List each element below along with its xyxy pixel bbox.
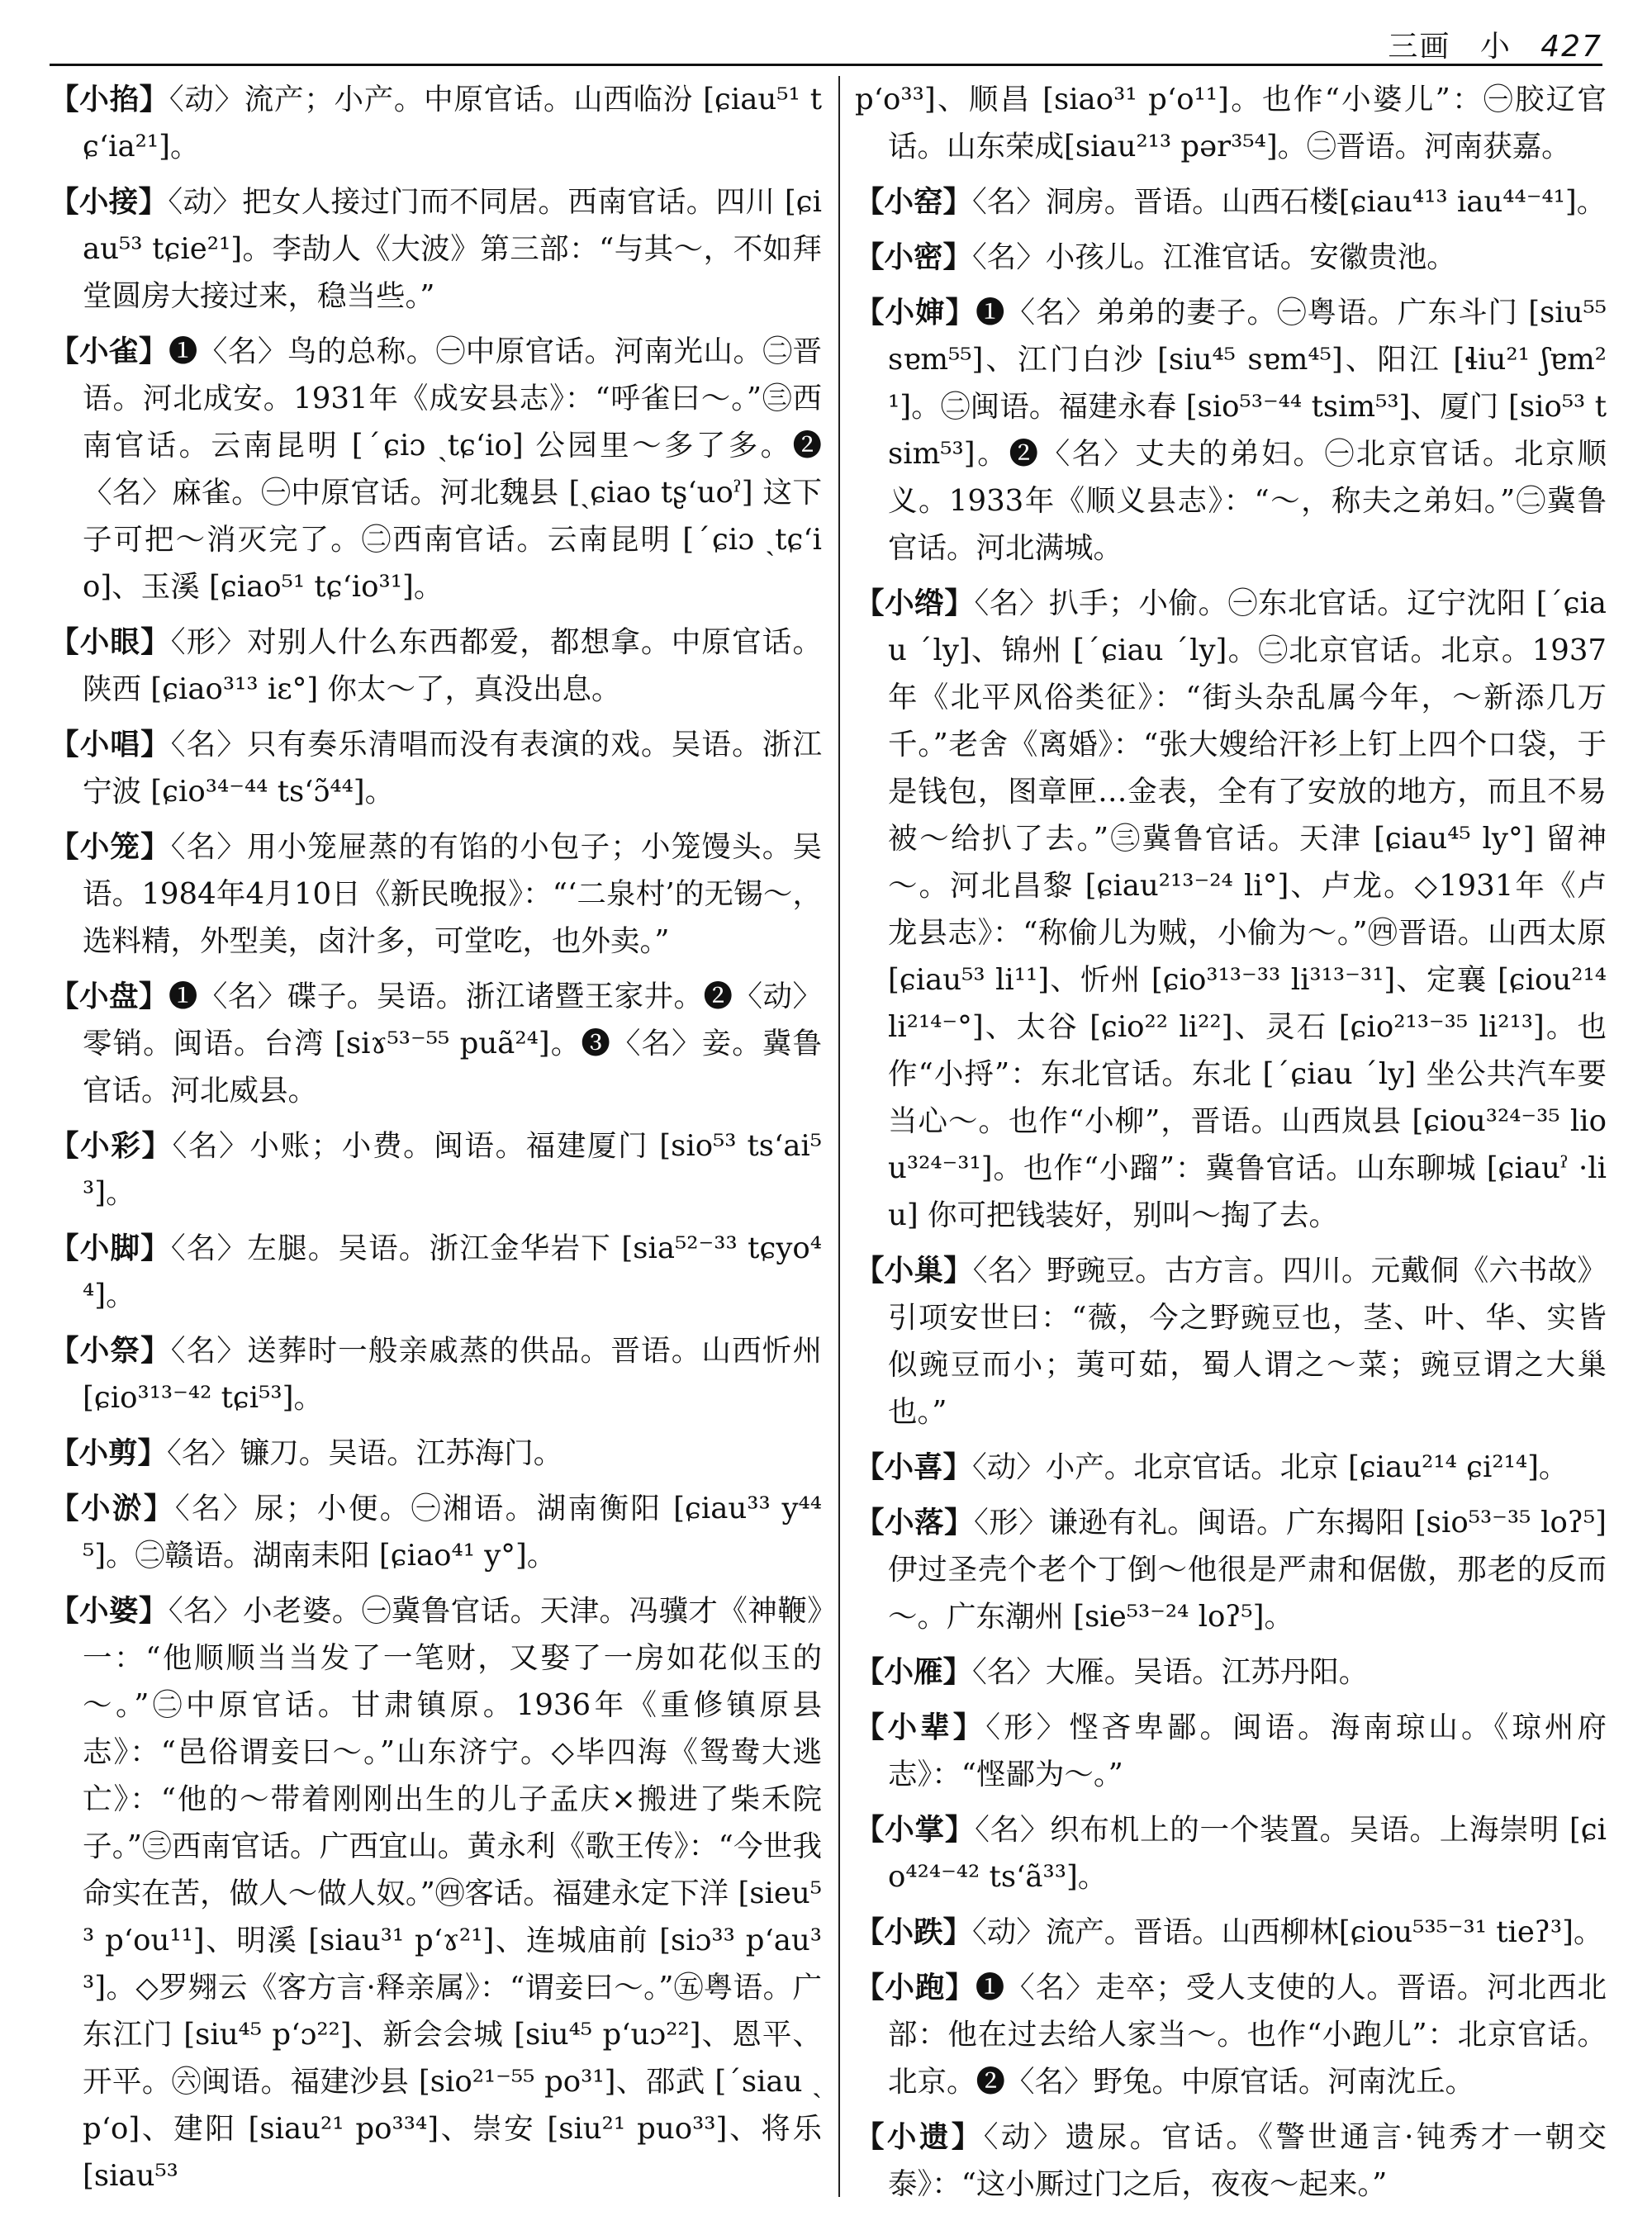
entry-headword: 【小掐】 xyxy=(50,83,169,116)
dictionary-entry xyxy=(50,619,822,713)
dictionary-entry-continued xyxy=(855,76,1607,170)
header-rule xyxy=(50,64,1602,66)
entry-headword: 【小彩】 xyxy=(50,1129,173,1163)
entry-text: 〈名〉用小笼屉蒸的有馅的小包子；小笼馒头。吴语。1984年4月10日《新民晚报》：“‘二泉村’的无锡～，选料精，外型美，卤汁多，可堂吃，也外卖。” xyxy=(83,830,822,958)
entry-headword: 【小脚】 xyxy=(50,1231,171,1265)
column-divider xyxy=(838,76,840,2197)
entry-text: 〈名〉尿；小便。㊀湘语。湖南衡阳 [ɕiau³³ y⁴⁴⁵]。㊁赣语。湖南耒阳 [ɕiao⁴¹ y°]。 xyxy=(83,1492,822,1573)
dictionary-entry xyxy=(855,289,1607,572)
entry-text: ❶〈名〉碟子。吴语。浙江诸暨王家井。❷〈动〉零销。闽语。台湾 [siɤ⁵³⁻⁵⁵ puã²⁴]。❸〈名〉妾。冀鲁官话。河北威县。 xyxy=(83,980,822,1108)
dictionary-entry xyxy=(855,1964,1607,2105)
entry-headword: 【小巢】 xyxy=(855,1254,973,1288)
dictionary-entry xyxy=(855,1649,1607,1696)
section-label: 三画 xyxy=(1388,30,1451,64)
entry-headword: 【小跌】 xyxy=(855,1915,973,1949)
dictionary-entry xyxy=(855,1499,1607,1640)
entry-text: 〈名〉送葬时一般亲戚蒸的供品。晋语。山西忻州 [ɕio³¹³⁻⁴² tɕi⁵³]。 xyxy=(83,1334,822,1415)
dictionary-entry xyxy=(855,1806,1607,1900)
dictionary-entry xyxy=(50,1587,822,2199)
dictionary-entry xyxy=(50,1122,822,1217)
entry-headword: 【小密】 xyxy=(855,240,973,274)
entry-headword: 【小雁】 xyxy=(855,1655,973,1689)
entry-headword: 【小喜】 xyxy=(855,1450,973,1484)
entry-headword: 【小窑】 xyxy=(855,185,973,219)
entry-text: ❶〈名〉走卒；受人支使的人。晋语。河北西北部：他在过去给人家当～。也作“小跑儿”：北京官话。北京。❷〈名〉野兔。中原官话。河南沈丘。 xyxy=(888,1971,1607,2099)
entry-text: 〈名〉左腿。吴语。浙江金华岩下 [sia⁵²⁻³³ tɕyo⁴⁴]。 xyxy=(83,1231,822,1312)
dictionary-entry xyxy=(50,1430,822,1477)
left-column xyxy=(50,76,822,2205)
dictionary-entry xyxy=(855,1444,1607,1491)
page-header xyxy=(50,18,1602,66)
entry-text: 〈形〉对别人什么东西都爱，都想拿。中原官话。陕西 [ɕiao³¹³ iɛ°] 你太～了，真没出息。 xyxy=(83,625,822,706)
dictionary-entry xyxy=(855,1909,1607,1956)
entry-text: 〈名〉小老婆。㊀冀鲁官话。天津。冯骥才《神鞭》一：“他顺顺当当发了一笔财，又娶了一房如花似玉的～。”㊁中原官话。甘肃镇原。1936年《重修镇原县志》：“邑俗谓妾曰～。”山东济宁。◇毕四海《鸳鸯大逃亡》：“他的～带着刚刚出生的儿子孟庆×搬进了柴禾院子。”㊂西南官话。广西宜山。黄永利《歌王传》：“今世我命实在苦，做人～做人奴。”㊃客话。福建永定下洋 [sieu⁵³ pʻou¹¹]、明溪 [siau³¹ pʻɤ²¹]、连城庙前 [siɔ³³ pʻau³³]。◇罗翙云《客方言·释亲属》：“谓妾曰～。”㊄粤语。广东江门 [siu⁴⁵ pʻɔ²²]、新会会城 [siu⁴⁵ pʻuɔ²²]、恩平、开平。㊅闽语。福建沙县 [sio²¹⁻⁵⁵ po³¹]、邵武 [ˊsiau ˏpʻo]、建阳 [siau²¹ po³³⁴]、崇安 [siu²¹ puo³³]、将乐 [siau⁵³ xyxy=(83,1594,822,2193)
entry-headword: 【小淤】 xyxy=(50,1492,175,1525)
dictionary-entry xyxy=(50,1327,822,1421)
entry-headword: 【小婶】 xyxy=(855,296,976,330)
entry-text: 〈名〉大雁。吴语。江苏丹阳。 xyxy=(972,1655,1369,1689)
entry-text: 〈名〉小账；小费。闽语。福建厦门 [sio⁵³ tsʻai⁵³]。 xyxy=(83,1129,822,1210)
radical-label: 小 xyxy=(1479,30,1512,64)
entry-headword: 【小遗】 xyxy=(855,2120,984,2154)
entry-text: pʻo³³]、顺昌 [siao³¹ pʻo¹¹]。也作“小婆儿”：㊀胶辽官话。山东荣成[siau²¹³ pər³⁵⁴]。㊁晋语。河南获嘉。 xyxy=(855,83,1607,164)
entry-headword: 【小眼】 xyxy=(50,625,171,659)
entry-text: 〈动〉遗尿。官话。《警世通言·钝秀才一朝交泰》：“这小厮过门之后，夜夜～起来。” xyxy=(888,2120,1607,2201)
entry-text: 〈名〉洞房。晋语。山西石楼[ɕiau⁴¹³ iau⁴⁴⁻⁴¹]。 xyxy=(972,185,1607,219)
entry-text: 〈名〉织布机上的一个装置。吴语。上海崇明 [ɕio⁴²⁴⁻⁴² tsʻã³³]。 xyxy=(888,1813,1607,1894)
dictionary-entry xyxy=(855,2114,1607,2205)
dictionary-entry xyxy=(50,721,822,815)
entry-text: 〈动〉把女人接过门而不同居。西南官话。四川 [ɕiau⁵³ tɕie²¹]。李劼人《大波》第三部：“与其～，不如拜堂圆房大接过来，稳当些。” xyxy=(83,185,822,313)
entry-headword: 【小婆】 xyxy=(50,1594,169,1628)
dictionary-entry xyxy=(50,328,822,610)
entry-headword: 【小唱】 xyxy=(50,728,171,762)
entry-text: 〈名〉小孩儿。江淮官话。安徽贵池。 xyxy=(972,240,1456,274)
entry-text: 〈名〉镰刀。吴语。江苏海门。 xyxy=(167,1436,563,1470)
entry-text: 〈形〉谦逊有礼。闽语。广东揭阳 [sio⁵³⁻³⁵ loʔ⁵] 伊过圣壳个老个丁倒～他很是严肃和倨傲，那老的反而～。广东潮州 [sie⁵³⁻²⁴ loʔ⁵]。 xyxy=(888,1506,1607,1634)
entry-headword: 【小掌】 xyxy=(855,1813,976,1847)
dictionary-entry xyxy=(50,76,822,170)
dictionary-entry xyxy=(50,178,822,320)
entry-headword: 【小祭】 xyxy=(50,1334,171,1368)
dictionary-entry xyxy=(855,1247,1607,1435)
dictionary-entry xyxy=(50,1485,822,1579)
dictionary-entry xyxy=(50,973,822,1114)
entry-text: 〈动〉流产；小产。中原官话。山西临汾 [ɕiau⁵¹ tɕʻia²¹]。 xyxy=(83,83,822,164)
running-head xyxy=(1370,23,1602,65)
entry-text: 〈名〉野豌豆。古方言。四川。元戴侗《六书故》引项安世曰：“薇，今之野豌豆也，茎、叶、华、实皆似豌豆而小；荑可茹，蜀人谓之～菜；豌豆谓之大巢也。” xyxy=(888,1254,1607,1429)
entry-text: ❶〈名〉鸟的总称。㊀中原官话。河南光山。㊁晋语。河北成安。1931年《成安县志》：“呼雀曰～。”㊂西南官话。云南昆明 [ˊɕiɔ ˏtɕʻio] 公园里～多了多。❷〈名〉麻雀。㊀中原官话。河北魏县 [ˏɕiao tʂʻuoˀ] 这下子可把～消灭完了。㊁西南官话。云南昆明 [ˊɕiɔ ˏtɕʻio]、玉溪 [ɕiao⁵¹ tɕʻio³¹]。 xyxy=(83,334,822,604)
entry-text: 〈动〉小产。北京官话。北京 [ɕiau²¹⁴ ɕi²¹⁴]。 xyxy=(972,1450,1569,1484)
entry-headword: 【小剪】 xyxy=(50,1436,168,1470)
entry-text: 〈名〉扒手；小偷。㊀东北官话。辽宁沈阳 [ˊɕiau ˊly]、锦州 [ˊɕiau ˊly]。㊁北京官话。北京。1937年《北平风俗类征》：“街头杂乱属今年，～新添几万千。”老舍《离婚》：“张大嫂给汗衫上钉上四个口袋，于是钱包，图章匣…金表，全有了安放的地方，而且不易被～给扒了去。”㊂冀鲁官话。天津 [ɕiau⁴⁵ ly°] 留神～。河北昌黎 [ɕiau²¹³⁻²⁴ li°]、卢龙。◇1931年《卢龙县志》：“称偷儿为贼，小偷为～。”㊃晋语。山西太原 [ɕiau⁵³ li¹¹]、忻州 [ɕio³¹³⁻³³ li³¹³⁻³¹]、定襄 [ɕiou²¹⁴ li²¹⁴⁻°]、太谷 [ɕio²² li²²]、灵石 [ɕio²¹³⁻³⁵ li²¹³]。也作“小捋”：东北官话。东北 [ˊɕiau ˊly] 坐公共汽车要当心～。也作“小柳”，晋语。山西岚县 [ɕiou³²⁴⁻³⁵ liou³²⁴⁻³¹]。也作“小蹓”：冀鲁官话。山东聊城 [ɕiauˀ ·liu] 你可把钱装好，别叫～掏了去。 xyxy=(888,586,1607,1232)
entry-headword: 【小绺】 xyxy=(855,586,975,620)
entry-text: 〈动〉流产。晋语。山西柳林[ɕiou⁵³⁵⁻³¹ tieʔ³]。 xyxy=(972,1915,1603,1949)
entry-headword: 【小辈】 xyxy=(855,1710,986,1744)
right-column xyxy=(855,76,1607,2205)
dictionary-entry xyxy=(855,1704,1607,1798)
entry-text: 〈形〉悭吝卑鄙。闽语。海南琼山。《琼州府志》：“悭鄙为～。” xyxy=(888,1710,1607,1791)
dictionary-entry xyxy=(855,234,1607,281)
entry-headword: 【小落】 xyxy=(855,1506,974,1540)
entry-text: ❶〈名〉弟弟的妻子。㊀粤语。广东斗门 [siu⁵⁵ sɐm⁵⁵]、江门白沙 [siu⁴⁵ sɐm⁴⁵]、阳江 [ɬiu²¹ ʃɐm²¹]。㊁闽语。福建永春 [sio⁵³⁻⁴⁴ tsim⁵³]、厦门 [sio⁵³ tsim⁵³]。❷〈名〉丈夫的弟妇。㊀北京官话。北京顺义。1933年《顺义县志》：“～，称夫之弟妇。”㊁冀鲁官话。河北满城。 xyxy=(888,296,1607,565)
entry-headword: 【小跑】 xyxy=(855,1971,976,2005)
entry-headword: 【小雀】 xyxy=(50,334,169,368)
dictionary-entry xyxy=(50,823,822,965)
entry-headword: 【小接】 xyxy=(50,185,169,219)
dictionary-entry xyxy=(855,178,1607,225)
page-number: 427 xyxy=(1540,30,1602,64)
entry-text: 〈名〉只有奏乐清唱而没有表演的戏。吴语。浙江宁波 [ɕio³⁴⁻⁴⁴ tsʻɔ̃⁴⁴]。 xyxy=(83,728,822,809)
entry-headword: 【小笼】 xyxy=(50,830,171,864)
entry-headword: 【小盘】 xyxy=(50,980,169,1013)
dictionary-entry xyxy=(855,580,1607,1239)
dictionary-entry xyxy=(50,1225,822,1319)
